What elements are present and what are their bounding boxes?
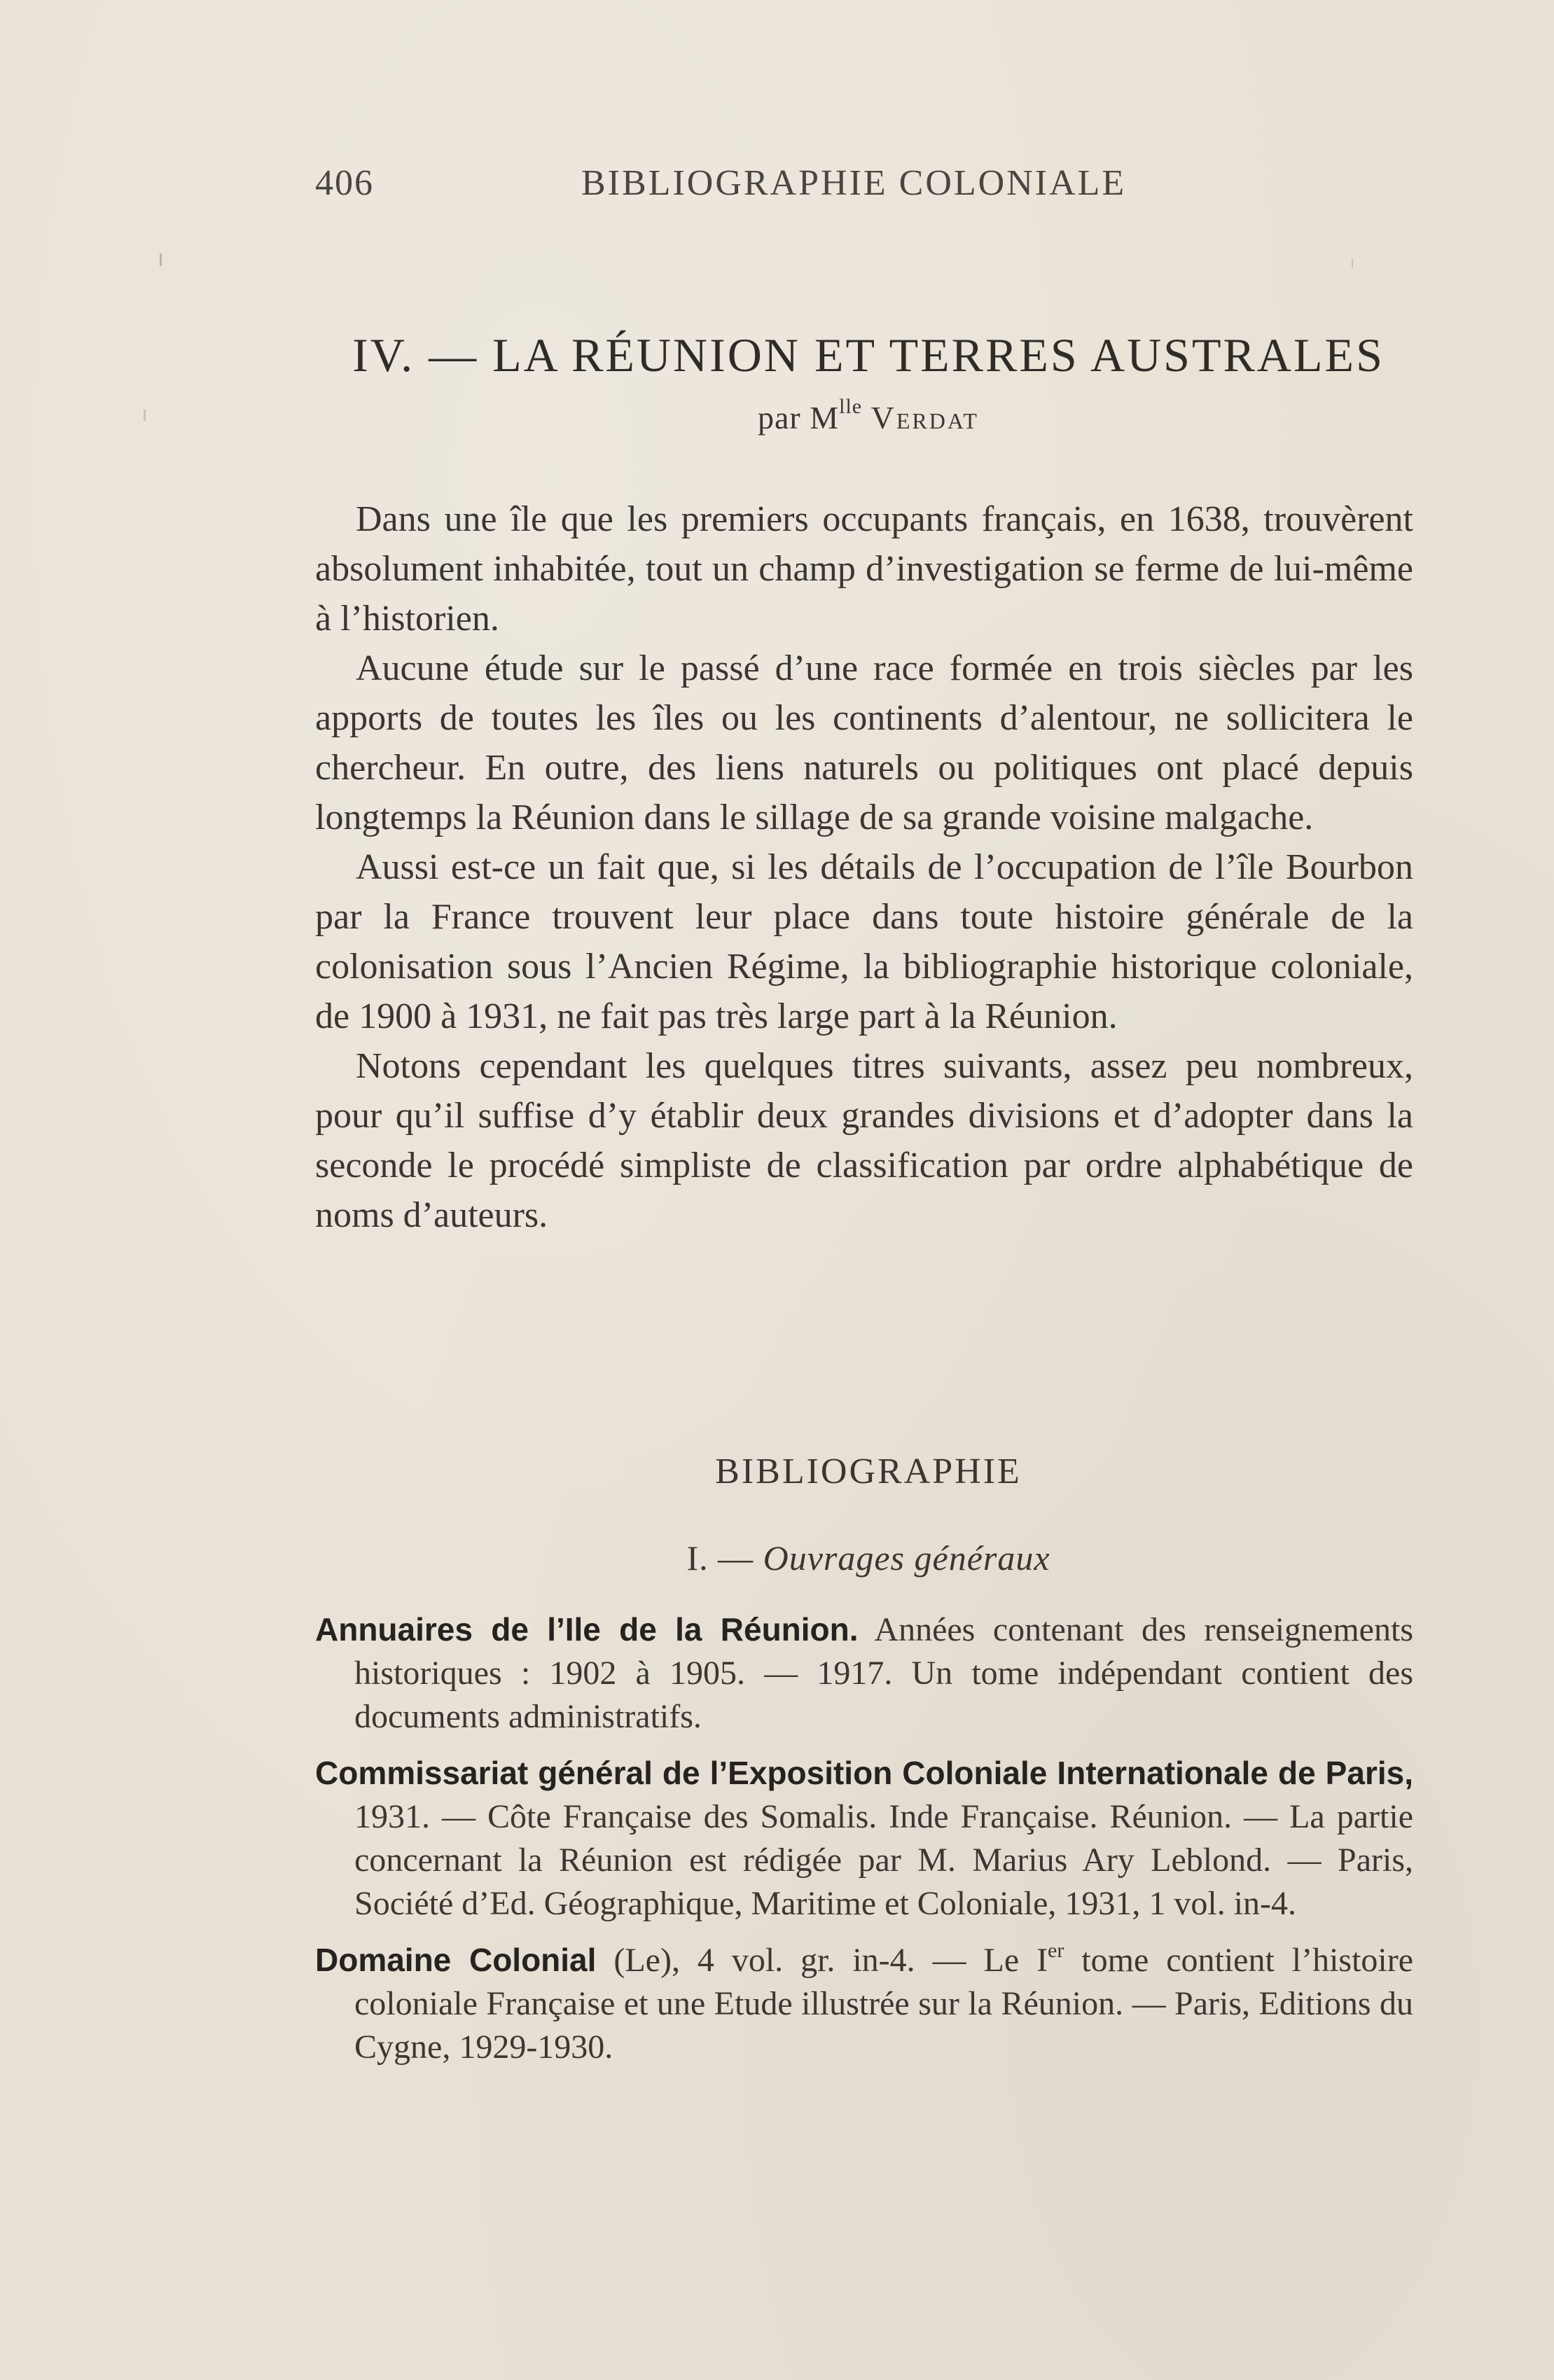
entry-text: 4 vol. gr. in-4. — Le I <box>697 1942 1048 1979</box>
subheading-label: Ouvrages généraux <box>763 1538 1050 1578</box>
byline-superscript: lle <box>839 395 863 418</box>
entry-text: tome contient l’histoire coloniale Française et une Etude illustrée sur la Réunion. — Paris, Editions du Cygne, 1929-1930. <box>354 1942 1414 2066</box>
bibliography-subheading <box>315 1538 1422 1578</box>
chapter-byline <box>315 395 1422 436</box>
entry-text: 1931. — Côte Française des Somalis. Inde Française. Réunion. — La partie concernant la Réunion est rédigée par M. Marius Ary Leblond. — Paris, Société d’Ed. Géographique, Maritime et Coloniale, 1931, 1 vol. in-4. <box>354 1798 1413 1922</box>
paragraph: Aussi est-ce un fait que, si les détails de l’occupation de l’île Bourbon par la France trouvent leur place dans toute histoire générale de la colonisation sous l’Ancien Régime, la bibliographie historique coloniale, de 1900 à 1931, ne fait pas très large part à la Réunion. <box>315 847 1413 1036</box>
running-title: BIBLIOGRAPHIE COLONIALE <box>581 163 1127 203</box>
entry-text: Années contenant des renseignements historiques : 1902 à 1905. — 1917. Un tome indépendant contient des documents administratifs. <box>354 1611 1413 1735</box>
bibliography-list <box>315 1608 1413 2082</box>
body-text <box>315 494 1413 1240</box>
byline-author: Verdat <box>870 400 979 436</box>
bibliography-entry <box>315 1938 1413 2069</box>
page-number: 406 <box>315 163 374 203</box>
bibliography-entry <box>315 1751 1413 1926</box>
byline-prefix: par M <box>758 400 840 436</box>
scan-mark <box>1352 259 1353 267</box>
entry-author: Annuaires de l’Ile de la Réunion. <box>315 1611 859 1648</box>
scan-mark <box>144 410 146 421</box>
subheading-number: I. — <box>686 1538 754 1578</box>
running-header <box>315 162 1422 211</box>
paragraph: Notons cependant les quelques titres suivants, assez peu nombreux, pour qu’il suffise d’y établir deux grandes divisions et d’adopter dans la seconde le procédé simpliste de classification par ordre alphabétique de noms d’auteurs. <box>315 1046 1413 1235</box>
entry-author: Commissariat général de l’Exposition Coloniale Internationale de Paris, <box>315 1755 1413 1791</box>
paragraph: Aucune étude sur le passé d’une race formée en trois siècles par les apports de toutes les îles ou les continents d’alentour, ne sollicitera le chercheur. En outre, des liens naturels ou politiques ont placé depuis longtemps la Réunion dans le sillage de sa grande voisine malgache. <box>315 648 1413 837</box>
paragraph: Dans une île que les premiers occupants français, en 1638, trouvèrent absolument inhabitée, tout un champ d’investigation se ferme de lui-même à l’historien. <box>315 499 1413 639</box>
entry-superscript: er <box>1048 1939 1064 1962</box>
entry-author-suffix: (Le), <box>613 1942 680 1979</box>
bibliography-heading: BIBLIOGRAPHIE <box>715 1452 1022 1491</box>
scan-mark <box>160 253 162 266</box>
chapter-title: IV. — LA RÉUNION ET TERRES AUSTRALES <box>352 328 1385 382</box>
bibliography-entry <box>315 1608 1413 1739</box>
entry-author: Domaine Colonial <box>315 1942 597 1978</box>
